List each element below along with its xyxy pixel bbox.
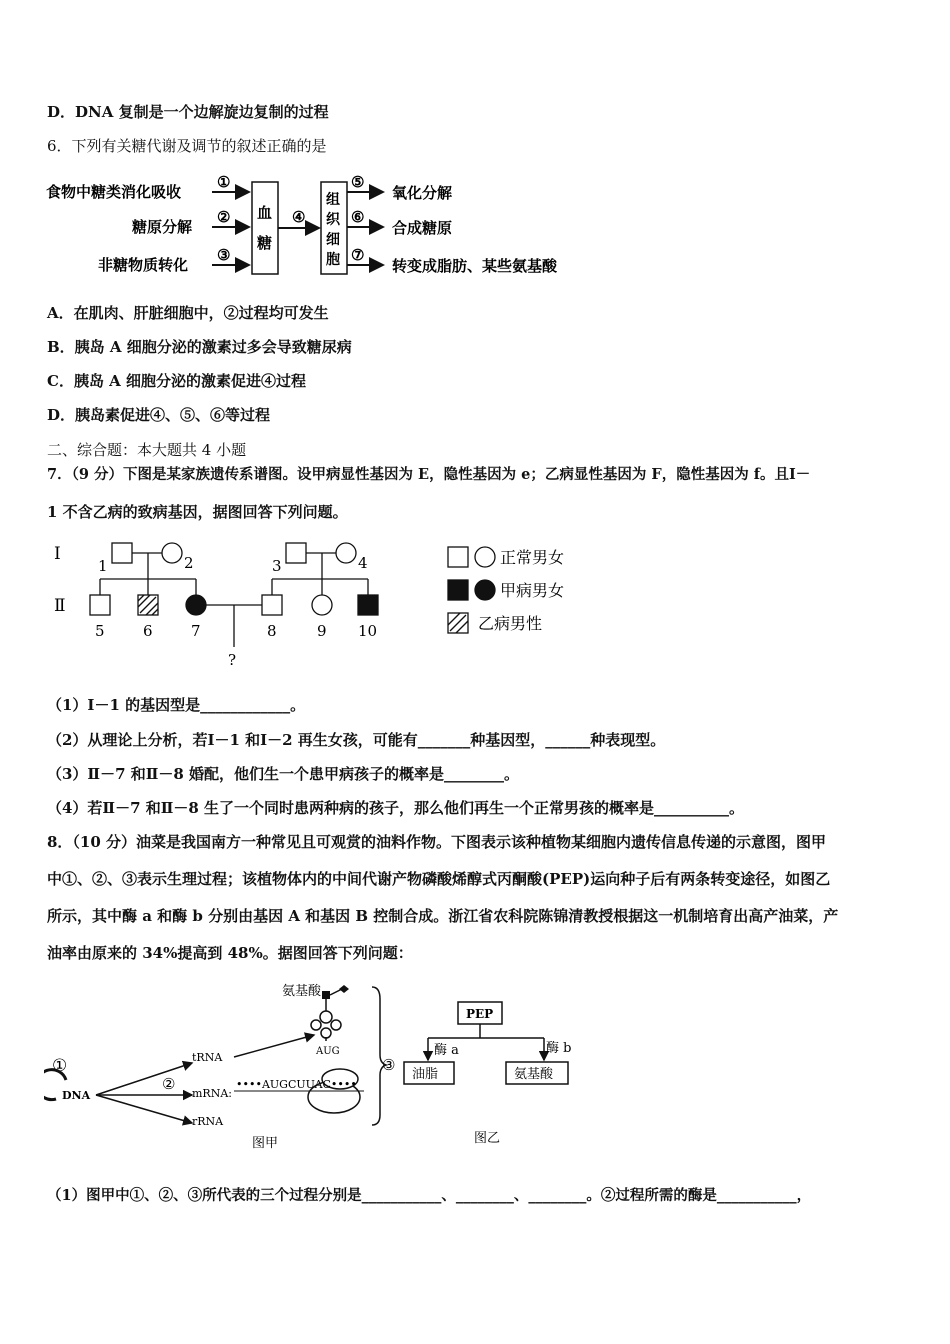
trna-label: tRNA — [192, 1051, 223, 1064]
svg-text:9: 9 — [317, 622, 327, 640]
svg-text:Ⅰ: Ⅰ — [54, 544, 61, 564]
q6-option-a: A．在肌肉、肝脏细胞中，②过程均可发生 — [47, 304, 329, 322]
pep-label: PEP — [466, 1007, 494, 1021]
svg-text:织: 织 — [326, 212, 340, 228]
mrna-sequence: ••••AUGCUUAC•••• — [236, 1078, 357, 1091]
q8-stem-line2: 中①、②、③表示生理过程；该植物体内的中间代谢产物磷酸烯醇式丙酮酸(PEP)运向种子后有两条转变途径，如图乙 — [47, 870, 831, 888]
svg-text:1: 1 — [98, 557, 108, 575]
blood-sugar-box — [252, 182, 278, 274]
rrna-label: rRNA — [192, 1115, 224, 1128]
figure-caption: 图甲 — [252, 1136, 279, 1151]
legend-disease-b: 乙病男性 — [478, 614, 543, 633]
q7-sub1: （1）Ⅰ－1 的基因型是____________。 — [47, 696, 306, 714]
q7-stem-line2: 1 不含乙病的致病基因，据图回答下列问题。 — [47, 503, 348, 521]
svg-text:Ⅱ: Ⅱ — [54, 596, 66, 616]
amino-label: 氨基酸 — [514, 1067, 554, 1082]
svg-text:3: 3 — [272, 557, 282, 575]
source-label: 糖原分解 — [132, 218, 193, 236]
output-label: 氧化分解 — [392, 184, 453, 202]
amino-acid-label: 氨基酸 — [282, 984, 322, 999]
q6-sugar-metabolism-diagram — [40, 172, 600, 282]
svg-text:2: 2 — [184, 554, 194, 572]
q7-stem-line1: 7．（9 分）下图是某家族遗传系谱图。设甲病显性基因为 E，隐性基因为 e；乙病显性基因为 F，隐性基因为 f。且Ⅰ－ — [47, 466, 811, 483]
svg-text:胞: 胞 — [326, 252, 340, 268]
svg-text:4: 4 — [358, 554, 368, 572]
q7-pedigree-chart — [50, 535, 590, 675]
q8-stem-line4: 油率由原来的 34%提高到 48%。据图回答下列问题： — [47, 944, 413, 962]
figure-caption: 图乙 — [474, 1131, 501, 1146]
process-mark: ③ — [382, 1056, 396, 1074]
q6-option-b: B．胰岛 A 细胞分泌的激素过多会导致糖尿病 — [47, 338, 352, 356]
process-mark: ② — [217, 208, 231, 226]
q8-stem-line3: 所示，其中酶 a 和酶 b 分别由基因 A 和基因 B 控制合成。浙江省农科院陈锦清教授根据这一机制培育出高产油菜，产 — [47, 907, 839, 925]
dna-label: DNA — [62, 1089, 91, 1102]
q8-figure-jia — [44, 975, 404, 1155]
q7-sub2: （2）从理论上分析，若Ⅰ－1 和Ⅰ－2 再生女孩，可能有_______种基因型，______种表现型。 — [47, 731, 666, 749]
legend-normal: 正常男女 — [500, 548, 565, 567]
process-mark: ⑥ — [351, 208, 365, 226]
q6-option-d: D．胰岛素促进④、⑤、⑥等过程 — [47, 406, 271, 424]
svg-text:细: 细 — [326, 232, 340, 248]
mrna-label: mRNA: — [192, 1087, 232, 1100]
svg-text:8: 8 — [267, 622, 277, 640]
anticodon: AUG — [316, 1046, 340, 1057]
source-label: 食物中糖类消化吸收 — [46, 183, 182, 201]
section-heading: 二、综合题：本大题共 4 小题 — [47, 441, 247, 459]
legend-disease-a: 甲病男女 — [500, 581, 565, 600]
process-mark: ⑦ — [351, 246, 365, 264]
enzyme-a-label: 酶 a — [434, 1043, 459, 1058]
process-mark: ② — [162, 1075, 176, 1093]
svg-text:6: 6 — [143, 622, 153, 640]
q8-figure-yi — [396, 998, 586, 1150]
q7-sub4: （4）若Ⅱ－7 和Ⅱ－8 生了一个同时患两种病的孩子，那么他们再生一个正常男孩的概率是__________。 — [47, 799, 745, 817]
q5-option-d: D．DNA 复制是一个边解旋边复制的过程 — [47, 103, 329, 121]
process-mark: ① — [52, 1056, 68, 1076]
q6-stem: 6．下列有关糖代谢及调节的叙述正确的是 — [47, 137, 327, 155]
source-label: 非糖物质转化 — [98, 256, 189, 274]
svg-text:10: 10 — [358, 622, 378, 640]
output-label: 转变成脂肪、某些氨基酸 — [392, 257, 558, 275]
oil-label: 油脂 — [412, 1067, 439, 1082]
output-label: 合成糖原 — [392, 219, 453, 237]
process-mark: ④ — [292, 208, 306, 226]
q6-option-c: C．胰岛 A 细胞分泌的激素促进④过程 — [47, 372, 307, 390]
q8-stem-line1: 8．（10 分）油菜是我国南方一种常见且可观赏的油料作物。下图表示该种植物某细胞内遗传信息传递的示意图，图甲 — [47, 833, 827, 851]
process-mark: ⑤ — [351, 173, 365, 191]
q8-sub1: （1）图甲中①、②、③所代表的三个过程分别是___________、________、________。②过程所需的酶是___________， — [47, 1187, 812, 1204]
svg-text:组: 组 — [326, 192, 340, 208]
process-mark: ① — [217, 173, 231, 191]
svg-text:血: 血 — [257, 204, 273, 222]
q7-sub3: （3）Ⅱ－7 和Ⅱ－8 婚配，他们生一个患甲病孩子的概率是________。 — [47, 765, 520, 783]
process-mark: ③ — [217, 246, 231, 264]
svg-text:糖: 糖 — [257, 234, 273, 252]
svg-text:5: 5 — [95, 622, 105, 640]
svg-text:7: 7 — [191, 622, 201, 640]
svg-text:?: ? — [228, 651, 237, 669]
enzyme-b-label: 酶 b — [546, 1041, 572, 1056]
